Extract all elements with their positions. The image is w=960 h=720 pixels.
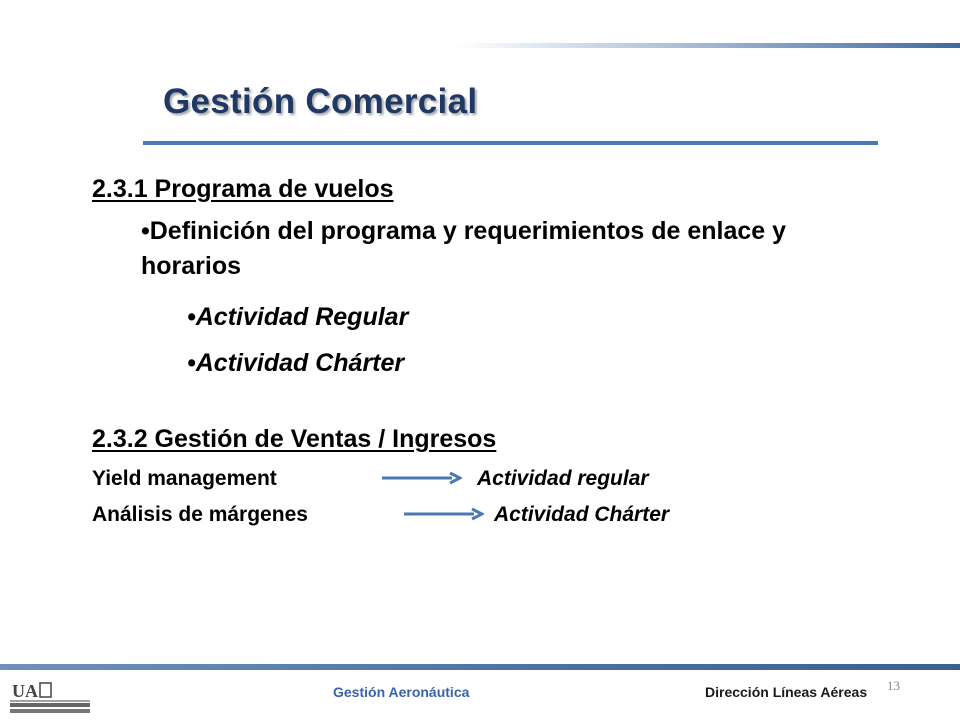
university-logo [10,680,90,716]
row-label: Análisis de márgenes [92,503,308,526]
top-decorative-bar [455,43,960,48]
svg-text:UA: UA [12,681,38,701]
row-target: Actividad Chárter [494,503,670,526]
sub-bullet-charter: •Actividad Chárter [187,349,405,377]
section1-heading: 2.3.1 Programa de vuelos [92,175,394,203]
footer-department-label: Dirección Líneas Aéreas [705,684,868,700]
section2-heading: 2.3.2 Gestión de Ventas / Ingresos [92,425,497,453]
footer-course-label: Gestión Aeronáutica [333,684,470,700]
page-number: 13 [887,678,900,693]
row-label: Yield management [92,467,277,490]
section1-bullet: •Definición del programa y requerimientos de enlace y horarios [141,217,787,280]
footer-bar [0,664,960,670]
slide-title: Gestión Comercial [163,82,478,121]
sub-bullet-regular: •Actividad Regular [187,303,409,331]
right-arrow-icon [404,507,484,521]
title-underline [143,141,878,145]
right-arrow-icon [382,471,462,485]
row-target: Actividad regular [477,467,649,490]
